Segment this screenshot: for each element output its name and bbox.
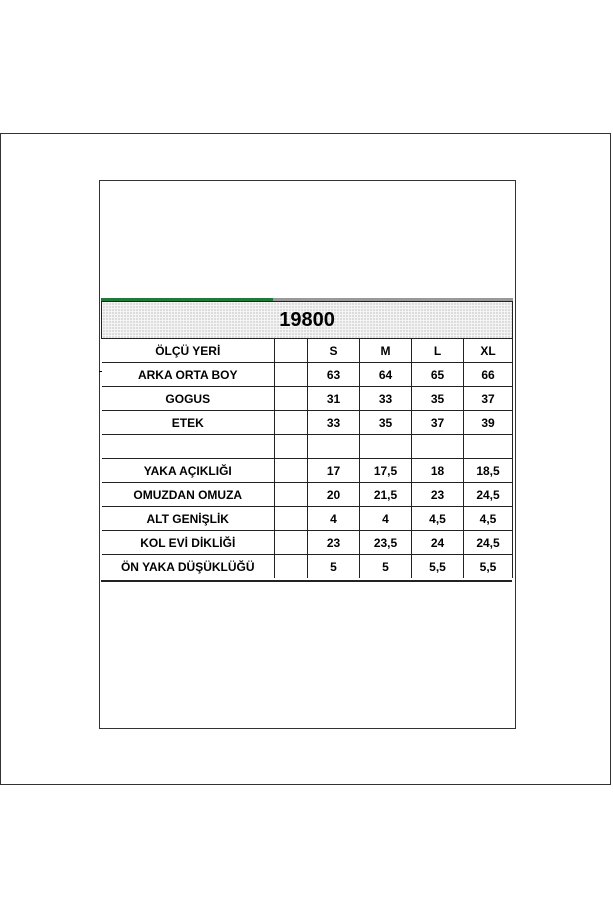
size-value-cell: 23,5 [360,531,412,555]
header-cell-l: L [412,339,464,363]
title-row [102,302,513,339]
size-value-cell: 24,5 [464,483,513,507]
blank-cell [275,555,308,579]
table-row [102,531,513,555]
blank-cell [275,483,308,507]
size-value-cell [412,435,464,459]
blank-cell [275,411,308,435]
measure-label-cell [102,435,275,459]
table-row [102,387,513,411]
table-row [102,555,513,579]
size-value-cell: 23 [308,531,360,555]
measure-label-cell: GOGUS [102,387,275,411]
measure-label-cell: ETEK [102,411,275,435]
header-cell-m: M [360,339,412,363]
measure-label-cell: YAKA AÇIKLIĞI [102,459,275,483]
measure-label-cell: ALT GENİŞLİK [102,507,275,531]
size-value-cell: 37 [412,411,464,435]
measure-label-cell: KOL EVİ DİKLİĞİ [102,531,275,555]
size-chart-table [101,301,513,578]
size-value-cell: 4,5 [412,507,464,531]
table-row [102,411,513,435]
size-value-cell: 39 [464,411,513,435]
size-value-cell: 21,5 [360,483,412,507]
blank-cell [275,435,308,459]
size-value-cell: 4,5 [464,507,513,531]
size-value-cell [360,435,412,459]
size-value-cell: 5 [360,555,412,579]
size-value-cell: 31 [308,387,360,411]
table-row [102,483,513,507]
size-value-cell: 63 [308,363,360,387]
size-value-cell: 18,5 [464,459,513,483]
measure-label-cell: ÖN YAKA DÜŞÜKLÜĞÜ [102,555,275,579]
size-value-cell: 4 [360,507,412,531]
header-row [102,339,513,363]
size-value-cell: 35 [360,411,412,435]
size-value-cell [464,435,513,459]
size-value-cell: 20 [308,483,360,507]
size-value-cell: 5,5 [412,555,464,579]
size-value-cell: 5,5 [464,555,513,579]
size-value-cell: 17,5 [360,459,412,483]
size-value-cell: 17 [308,459,360,483]
size-value-cell: 65 [412,363,464,387]
table-row [102,459,513,483]
header-cell-measure: ÖLÇÜ YERİ [102,339,275,363]
blank-cell [275,363,308,387]
size-value-cell [308,435,360,459]
header-cell-s: S [308,339,360,363]
header-cell-xl: XL [464,339,513,363]
table-row [102,507,513,531]
measure-label-cell: ARKA ORTA BOY [102,363,275,387]
size-value-cell: 23 [412,483,464,507]
size-value-cell: 24,5 [464,531,513,555]
size-value-cell: 37 [464,387,513,411]
product-code: 19800 [279,308,335,331]
size-value-cell: 4 [308,507,360,531]
size-value-cell: 24 [412,531,464,555]
size-value-cell: 35 [412,387,464,411]
size-value-cell: 33 [308,411,360,435]
table-row [102,363,513,387]
table-bottom-rule [101,580,512,582]
blank-cell [275,531,308,555]
row-tick-mark [99,371,102,372]
size-value-cell: 5 [308,555,360,579]
table-row [102,435,513,459]
blank-cell [275,387,308,411]
size-value-cell: 33 [360,387,412,411]
measure-label-cell: OMUZDAN OMUZA [102,483,275,507]
blank-cell [275,507,308,531]
size-value-cell: 64 [360,363,412,387]
header-cell-blank [275,339,308,363]
size-value-cell: 18 [412,459,464,483]
title-cell [102,302,513,339]
size-value-cell: 66 [464,363,513,387]
blank-cell [275,459,308,483]
